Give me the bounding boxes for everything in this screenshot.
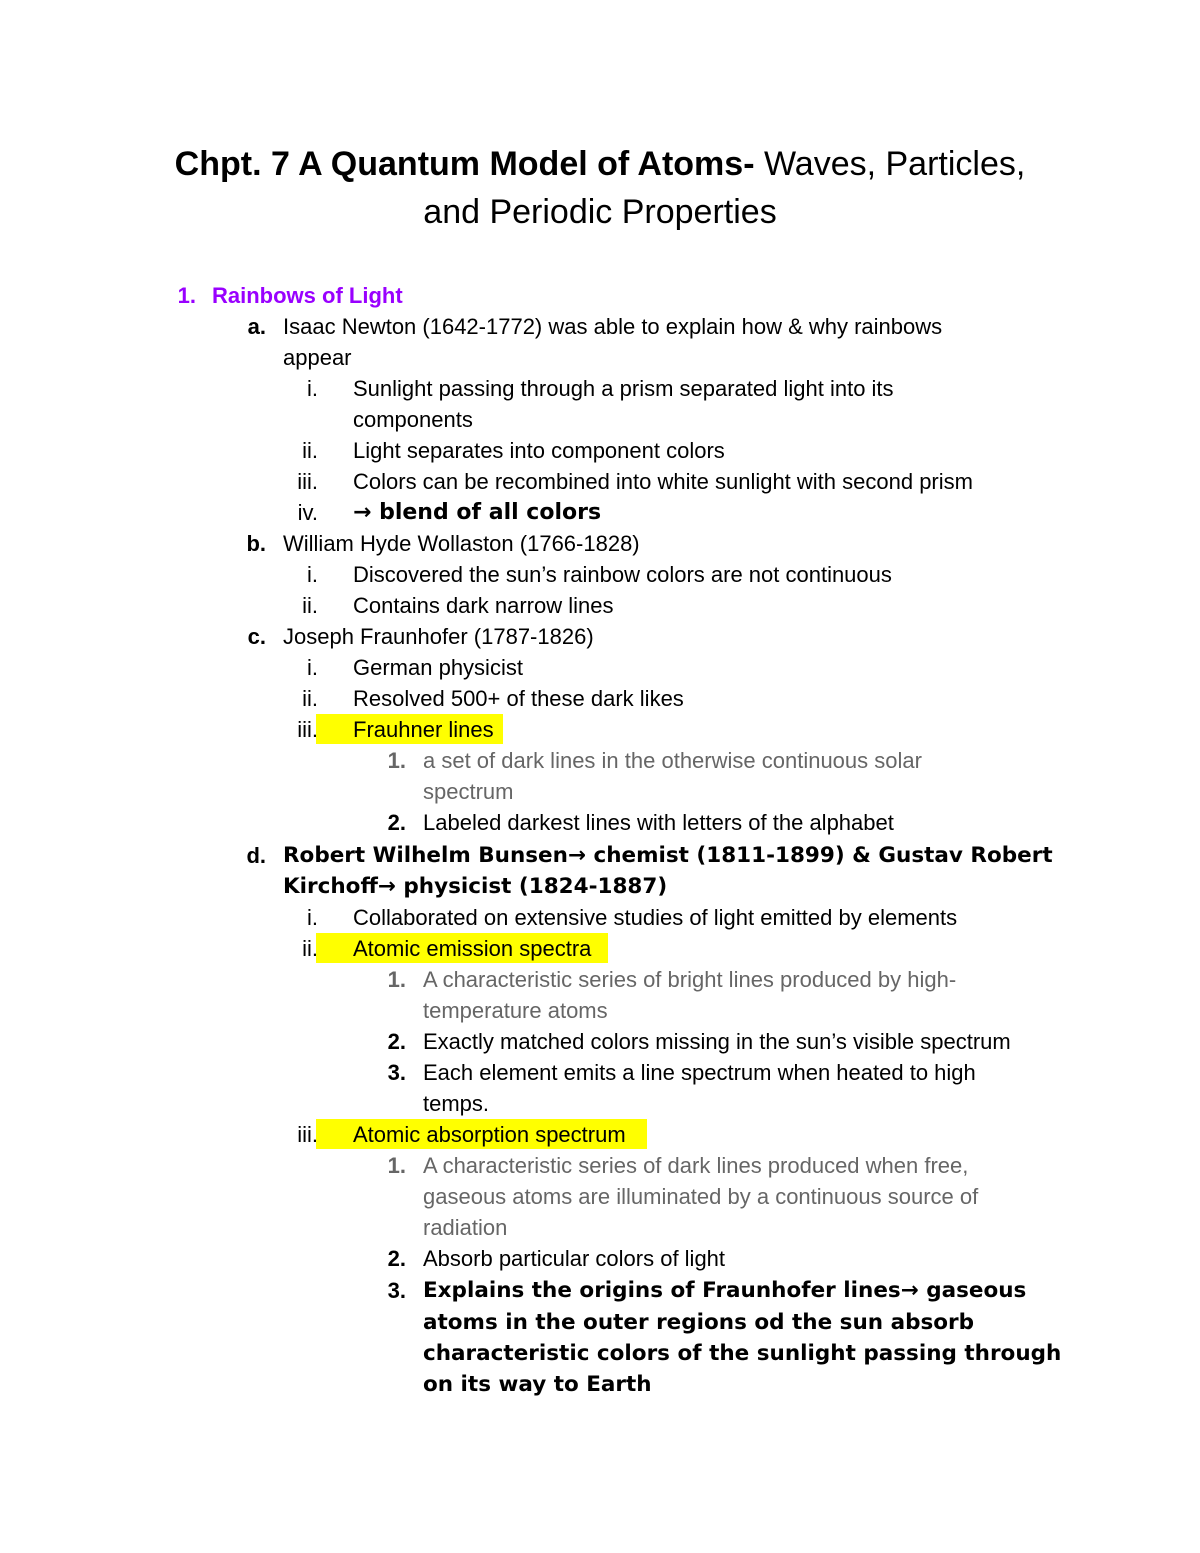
item-text: Light separates into component colors [353,438,725,463]
item-text: components [353,407,473,432]
item-label: ii. [302,936,318,961]
item-label: 1. [387,967,406,992]
item-label: 3. [387,1060,406,1085]
item-label: c. [247,624,266,649]
item-text: Resolved 500+ of these dark likes [353,686,684,711]
highlighted-term: Atomic absorption spectrum [353,1122,626,1147]
item-text: Exactly matched colors missing in the sun’s visible spectrum [423,1029,1011,1054]
item-text: Absorb particular colors of light [423,1246,726,1271]
item-label: ii. [302,686,318,711]
item-label: b. [246,531,266,556]
item-label: i. [307,905,318,930]
item-label: iii. [297,717,318,742]
item-label: iv. [297,500,318,525]
item-label: ii. [302,593,318,618]
definition-text: spectrum [423,779,514,804]
item-label: i. [307,562,318,587]
title-bold: Chpt. 7 A Quantum Model of Atoms- [174,145,755,183]
definition-text: A characteristic series of bright lines produced by high- [423,967,957,992]
title-rest: Waves, Particles, [754,145,1026,183]
item-text: Collaborated on extensive studies of light emitted by elements [353,905,958,930]
item-label: 1. [387,1153,406,1178]
item-text: Kirchoff→ physicist (1824-1887) [283,874,668,899]
item-label: 2. [387,1029,406,1054]
page-title [100,140,1100,236]
item-text: temps. [423,1091,490,1116]
definition-text: gaseous atoms are illuminated by a continuous source of [423,1184,979,1209]
highlighted-term: Atomic emission spectra [353,936,592,961]
item-label: i. [307,655,318,680]
item-label: 2. [387,810,406,835]
item-text: Colors can be recombined into white sunlight with second prism [353,469,973,494]
item-label: ii. [302,438,318,463]
item-text: Isaac Newton (1642-1772) was able to explain how & why rainbows [283,314,943,339]
item-label: iii. [297,469,318,494]
title-line2: and Periodic Properties [423,193,777,231]
definition-text: a set of dark lines in the otherwise continuous solar [423,748,922,773]
definition-text: A characteristic series of dark lines produced when free, [423,1153,969,1178]
highlighted-term: Frauhner lines [353,717,494,742]
definition-text: temperature atoms [423,998,608,1023]
item-text: Each element emits a line spectrum when heated to high [423,1060,976,1085]
item-text: Explains the origins of Fraunhofer lines→ gaseous [423,1278,1027,1303]
item-label: a. [247,314,266,339]
item-text: appear [283,345,352,370]
item-text: Discovered the sun’s rainbow colors are not continuous [353,562,892,587]
item-text: Robert Wilhelm Bunsen→ chemist (1811-1899) & Gustav Robert [283,843,1053,868]
definition-text: radiation [423,1215,508,1240]
section-number: 1. [177,283,196,308]
item-label: 3. [387,1278,406,1303]
item-text: → blend of all colors [353,500,602,525]
item-text: Labeled darkest lines with letters of the alphabet [423,810,894,835]
section-title: Rainbows of Light [212,283,403,308]
item-text: German physicist [353,655,523,680]
item-label: 2. [387,1246,406,1271]
item-label: 1. [387,748,406,773]
item-text: Joseph Fraunhofer (1787-1826) [283,624,594,649]
item-label: i. [307,376,318,401]
item-text: atoms in the outer regions od the sun absorb [423,1310,975,1335]
item-label: iii. [297,1122,318,1147]
item-text: Sunlight passing through a prism separated light into its [353,376,894,401]
item-text: characteristic colors of the sunlight passing through [423,1341,1062,1366]
item-text: on its way to Earth [423,1372,652,1397]
item-label: d. [246,843,266,868]
item-text: Contains dark narrow lines [353,593,614,618]
item-text: William Hyde Wollaston (1766-1828) [283,531,640,556]
